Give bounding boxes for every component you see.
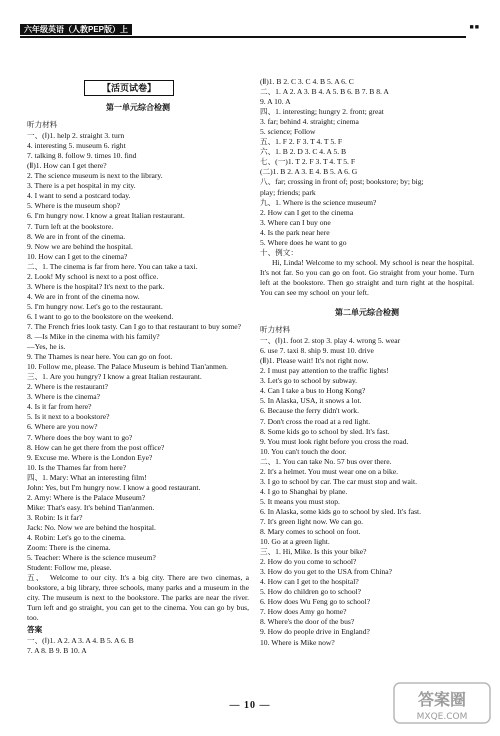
listening-line: Student: Follow me, please. <box>27 563 112 573</box>
left-column <box>27 100 249 657</box>
answer-line: 5. science; Follow <box>260 127 316 137</box>
answer-line: 五、1. F 2. F 3. T 4. T 5. F <box>260 137 343 147</box>
listening-line: 2. It's a helmet. You must wear one on a bike. <box>260 466 399 476</box>
listening-line: 8. Mary comes to school on foot. <box>260 527 361 537</box>
listening-line: Zoom: There is the cinema. <box>27 543 111 553</box>
listening-line: 4. We are in front of the cinema now. <box>27 291 140 301</box>
listening-line: 2. I must pay attention to the traffic lights! <box>260 366 389 376</box>
listening-line: 4. Can I take a bus to Hong Kong? <box>260 386 366 396</box>
answer-line: 十、例文： <box>260 247 298 257</box>
listening-line: 三、1. Are you hungry? I know a great Italian restaurant. <box>27 372 202 382</box>
unit1-title: 第一单元综合检测 <box>106 103 170 112</box>
answer-line: 二、1. A 2. A 3. B 4. A 5. B 6. B 7. B 8. A <box>260 87 389 97</box>
right-listening-lines <box>260 336 474 647</box>
listening-line: 6. Where are you now? <box>27 422 98 432</box>
listening-line: 三、1. Hi, Mike. Is this your bike? <box>260 547 367 557</box>
listening-line: Mike: That's easy. It's behind Tian'anmen. <box>27 502 155 512</box>
answer-line: play; friends; park <box>260 187 316 197</box>
header-marks: ■■ <box>469 24 480 31</box>
listening-line: 四、1. Mary: What an interesting film! <box>27 472 147 482</box>
listening-line: 6. use 7. taxi 8. ship 9. must 10. drive <box>260 346 374 356</box>
listening-line: 4. I want to send a postcard today. <box>27 191 131 201</box>
unit2-title: 第二单元综合检测 <box>335 308 399 318</box>
listening-line: 10. Where is Mike now? <box>260 637 335 647</box>
listening-line: 3. Where is the cinema? <box>27 392 101 402</box>
listening-line: 3. How do you get to the USA from China? <box>260 567 393 577</box>
listening-line: 3. There is a pet hospital in my city. <box>27 181 136 191</box>
answer-line: 四、1. interesting; hungry 2. front; great <box>260 107 384 117</box>
listening-line: 7. talking 8. follow 9. times 10. find <box>27 151 137 161</box>
listening-line: 7. It's green light now. We can go. <box>260 516 364 526</box>
listening-line: 5. How do children go to school? <box>260 587 362 597</box>
listening-line: 10. You can't touch the door. <box>260 446 347 456</box>
listening-line: 8. We are in front of the cinema. <box>27 231 126 241</box>
page-number: — 10 — <box>229 700 271 711</box>
passage-text: 五、 Welcome to our city. It's a big city. There are two cinemas, a bookstore, a big library, three schools, many parks and a museum in the city. The museum is next to the bookstore. The parks are near the river. Turn left and go straight, you can get to the cinema. You can go by bus, too. <box>27 573 249 623</box>
listening-line: 2. The science museum is next to the library. <box>27 171 163 181</box>
listening-line: 6. I'm hungry now. I know a great Italian restaurant. <box>27 211 185 221</box>
listening-line: 二、1. The cinema is far from here. You can take a taxi. <box>27 261 198 271</box>
listening-line: 8. Where's the door of the bus? <box>260 617 355 627</box>
listening-line: 8. —Is Mike in the cinema with his family? <box>27 332 160 342</box>
listening-line: 9. Now we are behind the hospital. <box>27 241 133 251</box>
activity-badge: 【活页试卷】 <box>84 80 174 96</box>
answer-line: 九、1. Where is the science museum? <box>260 197 377 207</box>
listening-line: 6. Because the ferry didn't work. <box>260 406 360 416</box>
listening-line: 9. How do people drive in England? <box>260 627 370 637</box>
listening-line: 7. Don't cross the road at a red light. <box>260 416 371 426</box>
listening-line: 二、1. You can take No. 57 bus over there. <box>260 456 392 466</box>
listening-line: 6. I want to go to the bookstore on the weekend. <box>27 311 174 321</box>
answer-line: 5. Where does he want to go <box>260 237 347 247</box>
listening-line: 5. It means you must stop. <box>260 496 340 506</box>
listening-heading-2: 听力材料 <box>260 325 291 335</box>
right-column <box>260 77 474 648</box>
answer-line: 3. Where can I buy one <box>260 217 331 227</box>
listening-line: 3. Where is the hospital? It's next to the park. <box>27 281 165 291</box>
answer-line: 一、(Ⅰ)1. A 2. A 3. A 4. B 5. A 6. B <box>27 636 134 646</box>
answer-line: 4. Is the park near here <box>260 227 330 237</box>
listening-line: 6. In Alaska, some kids go to school by sled. It's fast. <box>260 506 422 516</box>
answers-heading: 答案 <box>27 625 43 635</box>
listening-line: 10. Go at a green light. <box>260 537 330 547</box>
listening-line: 3. Robin: Is it far? <box>27 512 83 522</box>
listening-line: 5. Teacher: Where is the science museum? <box>27 553 156 563</box>
listening-line: 3. Let's go to school by subway. <box>260 376 358 386</box>
listening-line: 7. The French fries look tasty. Can I go to that restaurant to buy some? <box>27 321 242 331</box>
listening-line: 5. In Alaska, USA, it snows a lot. <box>260 396 362 406</box>
book-title: 六年级英语（人教PEP版）上 <box>20 24 132 35</box>
listening-line: (Ⅱ)1. How can I get there? <box>27 161 107 171</box>
listening-line: 7. Turn left at the bookstore. <box>27 221 114 231</box>
listening-line: —Yes, he is. <box>27 342 66 352</box>
listening-line: 6. How does Wu Feng go to school? <box>260 597 371 607</box>
page-header <box>20 24 480 38</box>
answer-line: 2. How can I get to the cinema <box>260 207 354 217</box>
listening-line: (Ⅱ)1. Please wait! It's not right now. <box>260 356 369 366</box>
listening-line: 8. How can he get there from the post office? <box>27 442 165 452</box>
watermark-text: 答案圈 <box>417 690 467 709</box>
answer-line: 9. A 10. A <box>260 97 291 107</box>
listening-line: 2. Look! My school is next to a post office. <box>27 271 159 281</box>
listening-line: 2. Where is the restaurant? <box>27 382 109 392</box>
listening-line: 5. Where is the museum shop? <box>27 201 121 211</box>
listening-line: 9. The Thames is near here. You can go on foot. <box>27 352 173 362</box>
answer-line: (二)1. B 2. A 3. E 4. B 5. A 6. G <box>260 167 358 177</box>
left-answers <box>27 636 249 656</box>
listening-line: 一、(Ⅰ)1. foot 2. stop 3. play 4. wrong 5. wear <box>260 336 401 346</box>
listening-line: 2. How do you come to school? <box>260 557 357 567</box>
listening-line: Jack: No. Now we are behind the hospital. <box>27 522 156 532</box>
answer-line: 六、1. B 2. D 3. C 4. A 5. B <box>260 147 347 157</box>
listening-line: John: Yes, but I'm hungry now. I know a good restaurant. <box>27 482 201 492</box>
answer-line: 八、far; crossing in front of; post; bookstore; by; big; <box>260 177 424 187</box>
answer-line: 3. far; behind 4. straight; cinema <box>260 117 359 127</box>
listening-line: 5. Is it next to a bookstore? <box>27 412 110 422</box>
listening-line: 3. I go to school by car. The car must stop and wait. <box>260 476 417 486</box>
listening-line: 4. Robin: Let's go to the cinema. <box>27 532 126 542</box>
answer-line: (Ⅱ)1. B 2. C 3. C 4. B 5. A 6. C <box>260 77 354 86</box>
listening-line: 10. How can I get to the cinema? <box>27 251 128 261</box>
listening-line: 4. I go to Shanghai by plane. <box>260 486 348 496</box>
essay-text: Hi, Linda! Welcome to my school. My school is near the hospital. It's not far. So you can go on foot. Go straight from your home. Turn left at the bookstore. Then go straight and turn right at the hospital. You can see my school on your left. <box>260 257 474 297</box>
listening-line: 2. Amy: Where is the Palace Museum? <box>27 492 146 502</box>
listening-line: 7. Where does the boy want to go? <box>27 432 133 442</box>
listening-line: 4. How can I get to the hospital? <box>260 577 359 587</box>
listening-line: 7. How does Amy go home? <box>260 607 347 617</box>
listening-line: 10. Is the Thames far from here? <box>27 462 127 472</box>
listening-line: 9. Excuse me. Where is the London Eye? <box>27 452 153 462</box>
left-listening-lines <box>27 131 249 573</box>
listening-heading-1: 听力材料 <box>27 120 58 130</box>
listening-line: 10. Follow me, please. The Palace Museum is behind Tian'anmen. <box>27 362 228 372</box>
listening-line: 8. Some kids go to school by sled. It's fast. <box>260 426 390 436</box>
watermark-sub: MXQE.COM <box>416 712 468 722</box>
listening-line: 5. I'm hungry now. Let's go to the restaurant. <box>27 301 163 311</box>
right-answers-top <box>260 77 474 258</box>
listening-line: 4. Is it far from here? <box>27 402 92 412</box>
answer-line: 七、(一)1. T 2. F 3. T 4. T 5. F <box>260 157 356 167</box>
listening-line: 一、(Ⅰ)1. help 2. straight 3. turn <box>27 131 125 141</box>
listening-line: 4. interesting 5. museum 6. right <box>27 141 126 151</box>
listening-line: 9. You must look right before you cross the road. <box>260 436 409 446</box>
answer-line: 7. A 8. B 9. B 10. A <box>27 646 87 656</box>
